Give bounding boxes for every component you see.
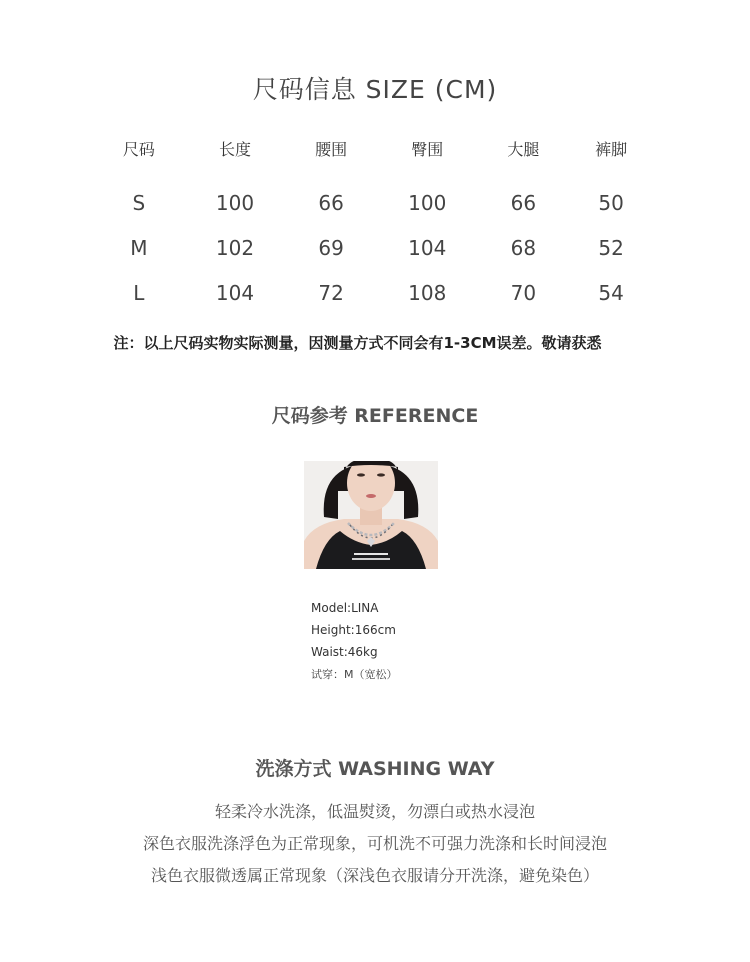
washing-section-title: 洗涤方式 WASHING WAY — [255, 758, 495, 780]
washing-instruction: 深色衣服洗涤浮色为正常现象，可机洗不可强力洗涤和长时间浸泡 — [142, 834, 607, 853]
model-illustration — [304, 461, 438, 569]
table-row — [95, 270, 655, 315]
cell-hip: 100 — [408, 190, 447, 215]
table-row — [95, 225, 655, 270]
washing-instruction: 轻柔冷水洗涤，低温熨烫，勿漂白或热水浸泡 — [214, 802, 535, 821]
model-weight: Waist:46kg — [311, 645, 378, 659]
washing-instruction: 浅色衣服微透属正常现象（深浅色衣服请分开洗涤，避免染色） — [150, 866, 599, 885]
cell-hem: 54 — [598, 280, 624, 305]
table-row — [95, 180, 655, 225]
col-header-size: 尺码 — [122, 139, 155, 159]
cell-thigh: 70 — [510, 280, 537, 305]
size-table-header-row — [95, 128, 655, 168]
cell-size: M — [130, 235, 148, 260]
cell-hem: 50 — [598, 190, 624, 215]
measurement-note: 注：以上尺码实物实际测量，因测量方式不同会有1-3CM误差。敬请获悉 — [113, 334, 602, 352]
reference-section-title: 尺码参考 REFERENCE — [271, 405, 479, 427]
model-name: Model:LINA — [311, 601, 379, 615]
model-trial-size: 试穿：M（宽松） — [311, 668, 398, 681]
model-photo — [304, 461, 438, 569]
size-section-title: 尺码信息 SIZE (CM) — [252, 75, 498, 104]
col-header-hip: 臀围 — [411, 139, 444, 159]
size-table — [95, 128, 655, 315]
cell-size: L — [133, 280, 145, 305]
cell-length: 102 — [215, 235, 255, 260]
cell-waist: 72 — [318, 280, 344, 305]
cell-waist: 69 — [318, 235, 344, 260]
col-header-thigh: 大腿 — [507, 139, 540, 159]
col-header-length: 长度 — [218, 139, 251, 159]
cell-hip: 108 — [408, 280, 447, 305]
col-header-waist: 腰围 — [315, 139, 348, 159]
cell-hip: 104 — [408, 235, 447, 260]
cell-thigh: 68 — [510, 235, 537, 260]
cell-hem: 52 — [598, 235, 624, 260]
model-height: Height:166cm — [311, 623, 396, 637]
cell-waist: 66 — [318, 190, 344, 215]
cell-length: 100 — [215, 190, 255, 215]
cell-length: 104 — [215, 280, 255, 305]
table-spacer — [95, 168, 655, 180]
cell-size: S — [132, 190, 146, 215]
col-header-hem: 裤脚 — [595, 139, 628, 159]
cell-thigh: 66 — [510, 190, 537, 215]
